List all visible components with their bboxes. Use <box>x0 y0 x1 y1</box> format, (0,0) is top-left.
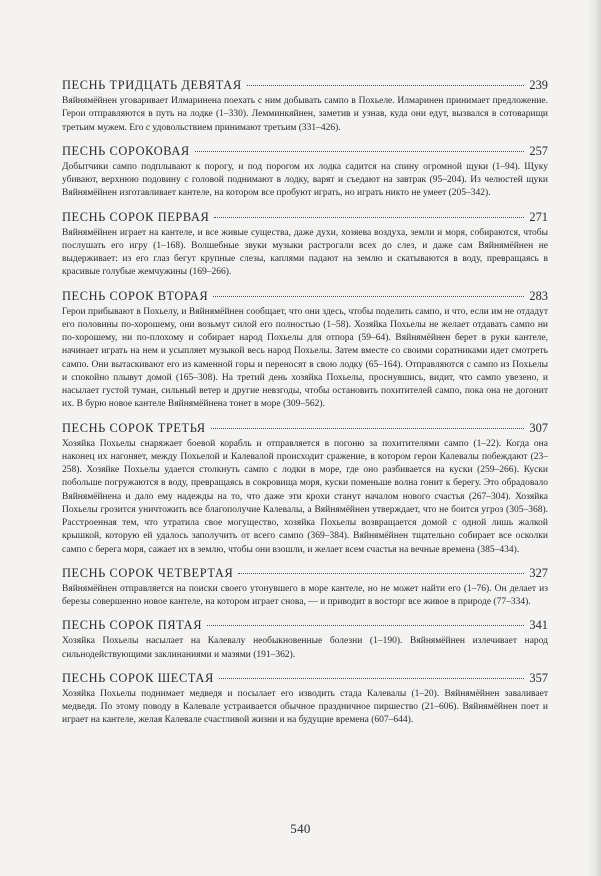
toc-summary: Вяйнямёйнен играет на кантеле, и все живые существа, даже духи, хозяева воздуха, земли и моря, собираются, чтобы послушать его игру (1–168). Волшебные звуки музыки растрогали всех до слез, и даже сам Вяйнямёйнен не выдерживает: из его глаз бегут крупные слезы, каплями падают на землю и скатываются в воду, превращаясь в красивые голубые жемчужины (169–266). <box>62 227 548 278</box>
toc-summary: Добытчики сампо подплывают к порогу, и под порогом их лодка садится на спину огромной щуки (1–94). Щуку убивают, верхнюю подовину с головой поднимают в лодку, варят и съедают на завтрак (95–204). Из челюстей щуки Вяйнямёйнен изготавливает кантеле, на котором все пробуют играть, но играть никто не умеет (205–342). <box>62 161 548 199</box>
toc-heading <box>62 209 548 225</box>
toc-title: ПЕСНЬ СОРОК ТРЕТЬЯ <box>62 420 206 435</box>
toc-heading <box>62 77 548 93</box>
dot-leader <box>213 296 524 297</box>
toc-entry-39 <box>62 77 548 135</box>
dot-leader <box>247 85 525 86</box>
toc-entry-46 <box>62 670 548 728</box>
toc-title: ПЕСНЬ СОРОКОВАЯ <box>62 143 190 158</box>
toc-page-number: 257 <box>529 143 548 158</box>
toc-summary: Хозяйка Похьелы снаряжает боевой корабль и отправляется в погоню за похитителями сампо (1–22). Когда она наконец их нагоняет, между Похьелой и Калевалой происходит сражение, в котором герои Калевалы побеждают (23–258). Хозяйке Похьелы удается столкнуть сампо с лодки в море, где оно разбивается на куски (259–266). Куски побольше погружаются в воду, превращаясь в сокровища моря, куски поменьше волна гонит к берегу. Это обрадовало Вяйнямёйнена и дало ему надежды на то, что даже эти крохи станут началом нового счастья (267–304). Хозяйка Похьелы грозится уничтожить все благополучие Калевалы, а Вяйнямёйнен утверждает, что не боится угроз (305–368). Расстроенная тем, что утратила свое могущество, хозяйка Похьелы возвращается домой с одной лишь жалкой крышкой, которую ей удалось заполучить от всего сампо (369–384). Вяйнямёйнен тщательно собирает все осколки сампо с берега моря, сажает их в землю, чтобы они взошли, и желает всем счастья на вечные времена (385–434). <box>62 438 548 555</box>
dot-leader <box>195 151 525 152</box>
toc-title: ПЕСНЬ ТРИДЦАТЬ ДЕВЯТАЯ <box>62 78 242 92</box>
toc-page-number: 357 <box>529 670 548 685</box>
toc-summary: Вяйнямёйнен отправляется на поиски своего утонувшего в море кантеле, но не может найти его (1–76). Он делает из березы совершенно новое кантеле, на котором играет снова, — и приводит в восторг все живое в природе (77–334). <box>62 583 548 607</box>
toc-entry-44 <box>62 565 548 610</box>
toc-heading <box>62 420 548 436</box>
toc-heading <box>62 143 548 159</box>
toc-entry-40 <box>62 143 548 201</box>
toc-summary: Хозяйка Похьелы поднимает медведя и посылает его изводить стада Калевалы (1–20). Вяйнямёйнен заваливает медведя. По этому поводу в Калевале устраивается обычное праздничное пиршество (21–606). Вяйнямёйнен поет и играет на кантеле, желая Калевале счастливой жизни и на будущие времена (607–644). <box>62 688 548 726</box>
dot-leader <box>214 217 524 218</box>
toc-title: ПЕСНЬ СОРОК ВТОРАЯ <box>62 288 209 303</box>
toc-summary: Вяйнямёйнен уговаривает Илмаринена поехать с ним добывать сампо в Похьеле. Илмаринен принимает предложение. Герои отправляются в путь на лодке (1–330). Лемминкяйнен, заметив и узнав, куда они едут, вызвался в сотоварищи третьим мужем. Его с удовольствием принимают третьим (331–426). <box>62 96 548 133</box>
dot-leader <box>211 428 525 429</box>
toc-entry-41 <box>62 209 548 280</box>
dot-leader <box>219 678 525 679</box>
toc-page-number: 327 <box>529 565 548 580</box>
toc-page-number: 271 <box>529 209 548 224</box>
table-of-contents <box>62 77 548 736</box>
toc-summary: Хозяйка Похьелы насылает на Калевалу необыкновенные болезни (1–190). Вяйнямёйнен излечивает народ сильнодействующими заклинаниями и мазями (191–362). <box>62 636 548 660</box>
toc-title: ПЕСНЬ СОРОК ШЕСТАЯ <box>62 670 214 685</box>
toc-summary: Герои прибывают в Похьелу, и Вяйнямёйнен сообщает, что они здесь, чтобы поделить сампо, и что, если им не отдадут его половины по-хорошему, они возьмут силой его полностью (1–58). Хозяйка Похьелы не желает отдавать сампо ни по-хорошему, ни по-плохому и собирает народ Похьелы для отпора (59–64). Вяйнямёйнен берет в руки кантеле, начинает играть на нем и усыпляет музыкой весь народ Похьелы. Затем вместе со своими соратниками идет смотреть сампо. Они вытаскивают его из каменной горы и переносят в свою лодку (65–164). Отправляются с сампо из Похьелы и спокойно плывут домой (165–308). На третий день хозяйка Похьелы, проснувшись, видит, что сампо увезено, и насылает густой туман, сильный ветер и другие невзгоды, чтобы остановить похитителей сампо, пока она не догонит их. В бурю новое кантеле Вяйнямёйнена тонет в море (309–562). <box>62 306 548 410</box>
dot-leader <box>207 625 524 626</box>
toc-page-number: 239 <box>529 78 548 92</box>
toc-title: ПЕСНЬ СОРОК ПЯТАЯ <box>62 618 203 633</box>
toc-page-number: 307 <box>529 420 548 435</box>
page-edge-shadow <box>587 0 601 876</box>
toc-heading <box>62 565 548 581</box>
toc-page-number: 283 <box>529 288 548 303</box>
toc-entry-45 <box>62 617 548 662</box>
toc-title: ПЕСНЬ СОРОК ЧЕТВЕРТАЯ <box>62 565 234 580</box>
page-number: 540 <box>290 821 311 836</box>
toc-entry-42 <box>62 288 548 412</box>
dot-leader <box>238 573 524 574</box>
toc-entry-43 <box>62 420 548 557</box>
toc-heading <box>62 617 548 633</box>
toc-title: ПЕСНЬ СОРОК ПЕРВАЯ <box>62 209 210 224</box>
toc-heading <box>62 288 548 304</box>
toc-page-number: 341 <box>529 618 548 633</box>
toc-heading <box>62 670 548 686</box>
